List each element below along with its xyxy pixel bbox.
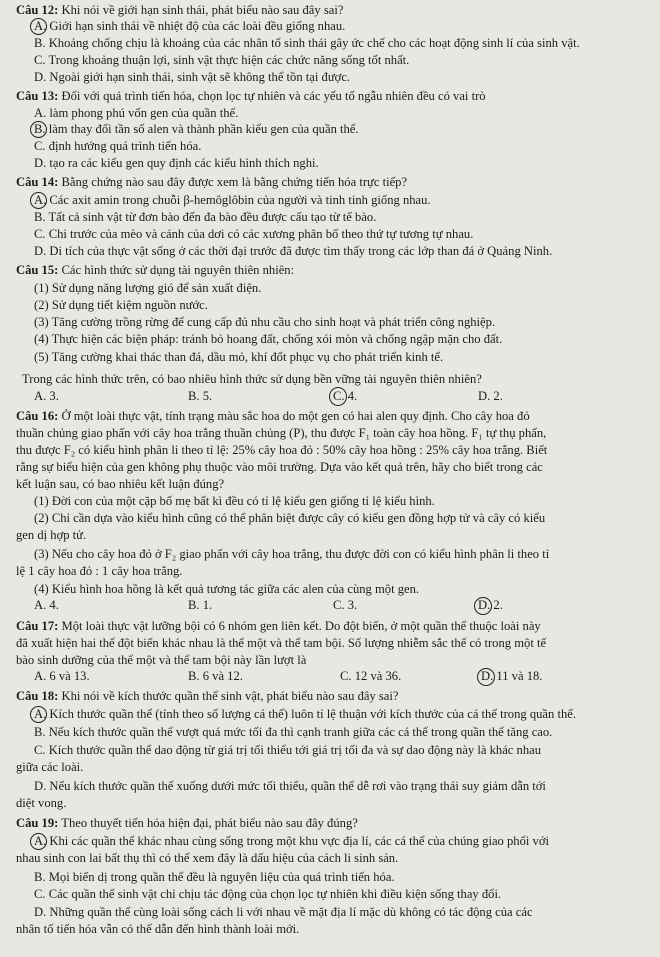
q16-stem-line-4: rằng sự biểu hiện của gen không phụ thuộc vào môi trường. Dựa vào kết quả trên, hãy cho biết trong các (16, 460, 543, 474)
q15-answer-d: D. 2. (478, 389, 503, 403)
q17-answer-c: C. 12 và 36. (340, 669, 402, 683)
q13-option-b: B. làm thay đổi tần số alen và thành phần kiểu gen của quần thể. (34, 122, 359, 136)
q16-statement-3: (3) Nếu cho cây hoa đỏ ở F₂ giao phấn với cây hoa trắng, thu được đời con có kiểu hình phân li theo tỉ (34, 547, 550, 561)
q16-answer-b: B. 1. (188, 598, 213, 612)
q18-option-c: C. Kích thước quần thể dao động từ giá trị tối thiểu tới giá trị tối đa và sự dao động này là khác nhau (34, 743, 542, 757)
q15-item-5: (5) Tăng cường khai thác than đá, dầu mỏ, khí đốt phục vụ cho phát triển kinh tế. (34, 350, 444, 364)
q15-prompt: Trong các hình thức trên, có bao nhiêu hình thức sử dụng bền vững tài nguyên thiên nhiên? (22, 372, 482, 386)
q17-answer-b: B. 6 và 12. (188, 669, 243, 683)
q13-option-c: C. định hướng quá trình tiến hóa. (34, 139, 202, 153)
q18-option-d-cont: diệt vong. (16, 796, 67, 810)
q15-answer-row (0, 389, 660, 404)
q18-option-b: B. Nếu kích thước quần thể vượt quá mức tối đa thì cạnh tranh giữa các cá thể trong quần thể tăng cao. (34, 725, 553, 739)
q17-stem-line-3: bào sinh dưỡng của thể một và thể tam bội này lần lượt là (16, 653, 307, 667)
q12-option-d: D. Ngoài giới hạn sinh thái, sinh vật sẽ không thể tồn tại được. (34, 70, 351, 84)
q18-option-c-cont: giữa các loài. (16, 760, 84, 774)
q14-option-a: A. Các axit amin trong chuỗi β-hemôglôbin của người và tinh tinh giống nhau. (34, 193, 431, 207)
q16-stem-line-2: thuần chủng giao phấn với cây hoa trắng thuần chủng (P), thu được F₁ toàn cây hoa hồng. F₁ tự thụ phấn, (16, 426, 547, 440)
q15-answer-b: B. 5. (188, 389, 213, 403)
q16-stem-line-3: thu được F₂ có kiểu hình phân li theo tỉ lệ: 25% cây hoa đỏ : 50% cây hoa hồng : 25% cây hoa trắng. Biết (16, 443, 548, 457)
q14-option-b: B. Tất cả sinh vật từ đơn bào đến đa bào đều được cấu tạo từ tế bào. (34, 210, 377, 224)
q16-statement-4: (4) Kiểu hình hoa hồng là kết quả tương tác giữa các alen của cùng một gen. (34, 582, 420, 596)
question-13-stem: Câu 13: Đối với quá trình tiến hóa, chọn lọc tự nhiên và các yếu tố ngẫu nhiên đều có vai trò (16, 89, 486, 103)
q19-option-a-cont: nhau sinh con lai bất thụ thì có thể xem đây là dấu hiệu của cách li sinh sản. (16, 851, 399, 865)
q19-option-b: B. Mọi biến dị trong quần thể đều là nguyên liệu của quá trình tiến hóa. (34, 870, 395, 884)
q15-item-4: (4) Thực hiện các biện pháp: tránh bỏ hoang đất, chống xói mòn và chống ngập mặn cho đất. (34, 332, 503, 346)
q19-option-c: C. Các quần thể sinh vật chỉ chịu tác động của chọn lọc tự nhiên khi điều kiện sống thay đổi. (34, 887, 502, 901)
question-16-stem: Câu 16: Ở một loài thực vật, tính trạng màu sắc hoa do một gen có hai alen quy định. Cho cây hoa đỏ (16, 409, 530, 423)
question-14-stem: Câu 14: Bằng chứng nào sau đây được xem là bằng chứng tiến hóa trực tiếp? (16, 175, 408, 189)
q17-answer-d: D. 11 và 18. (481, 669, 543, 683)
q12-option-a: A. Giới hạn sinh thái về nhiệt độ của các loài đều giống nhau. (34, 19, 346, 33)
q15-item-1: (1) Sử dụng năng lượng gió để sản xuất điện. (34, 281, 262, 295)
q18-option-d: D. Nếu kích thước quần thể xuống dưới mức tối thiểu, quần thể dễ rơi vào trạng thái suy giảm dẫn tới (34, 779, 546, 793)
question-19-stem: Câu 19: Theo thuyết tiến hóa hiện đại, phát biểu nào sau đây đúng? (16, 816, 358, 830)
q16-statement-2-cont: gen dị hợp tử. (16, 528, 87, 542)
q13-option-d: D. tạo ra các kiểu gen quy định các kiểu hình thích nghi. (34, 156, 319, 170)
q16-answer-a: A. 4. (34, 598, 59, 612)
question-18-stem: Câu 18: Khi nói về kích thước quần thể sinh vật, phát biểu nào sau đây sai? (16, 689, 399, 703)
q16-statement-2: (2) Chỉ cần dựa vào kiểu hình cũng có thể phân biệt được cây có kiểu gen đồng hợp tử và cây có kiểu (34, 511, 546, 525)
q13-option-a: A. làm phong phú vốn gen của quần thể. (34, 106, 239, 120)
q17-stem-line-2: đã xuất hiện hai thể đột biến khác nhau là thể một và thể tam bội. Số lượng nhiễm sắc thể có trong một tế (16, 636, 547, 650)
q16-answer-c: C. 3. (333, 598, 358, 612)
q19-option-d-cont: nhân tố tiến hóa vẫn có thể dẫn đến hình thành loài mới. (16, 922, 300, 936)
q17-answer-a: A. 6 và 13. (34, 669, 90, 683)
q16-answer-row (0, 598, 660, 613)
q16-statement-3-cont: lệ 1 cây hoa đỏ : 1 cây hoa trắng. (16, 564, 183, 578)
q16-answer-d: D. 2. (478, 598, 503, 612)
q17-answer-row (0, 669, 660, 684)
q15-answer-c: C. 4. (333, 389, 358, 403)
q14-option-d: D. Di tích của thực vật sống ở các thời đại trước đã được tìm thấy trong các lớp than đá ở Quảng Ninh. (34, 244, 553, 258)
q15-item-3: (3) Tăng cường trồng rừng để cung cấp đủ nhu cầu cho sinh hoạt và phát triển công nghiệp. (34, 315, 496, 329)
question-12-stem: Câu 12: Khi nói về giới hạn sinh thái, phát biểu nào sau đây sai? (16, 3, 344, 17)
q12-option-c: C. Trong khoảng thuận lợi, sinh vật thực hiện các chức năng sống tốt nhất. (34, 53, 410, 67)
question-15-stem: Câu 15: Các hình thức sử dụng tài nguyên thiên nhiên: (16, 263, 295, 277)
question-17-stem: Câu 17: Một loài thực vật lưỡng bội có 6 nhóm gen liên kết. Do đột biến, ở một quần thể thuộc loài này (16, 619, 541, 633)
q19-option-d: D. Những quần thể cùng loài sống cách li với nhau về mặt địa lí mặc dù không có tác động của các (34, 905, 533, 919)
q16-stem-line-5: kết luận sau, có bao nhiêu kết luận đúng? (16, 477, 225, 491)
q16-statement-1: (1) Đời con của một cặp bố mẹ bất kì đều có tỉ lệ kiểu gen giống tỉ lệ kiểu hình. (34, 494, 435, 508)
q19-option-a: A. Khi các quần thể khác nhau cùng sống trong một khu vực địa lí, các cá thể của chúng giao phối với (34, 834, 549, 848)
q12-option-b: B. Khoảng chống chịu là khoảng của các nhân tố sinh thái gây ức chế cho các hoạt động sinh lí của sinh vật. (34, 36, 580, 50)
q15-answer-a: A. 3. (34, 389, 59, 403)
q15-item-2: (2) Sử dụng tiết kiệm nguồn nước. (34, 298, 208, 312)
q14-option-c: C. Chi trước của mèo và cánh của dơi có các xương phân bố theo thứ tự tương tự nhau. (34, 227, 474, 241)
q18-option-a: A. Kích thước quần thể (tính theo số lượng cá thể) luôn tỉ lệ thuận với kích thước của cá thể trong quần thể. (34, 707, 576, 721)
